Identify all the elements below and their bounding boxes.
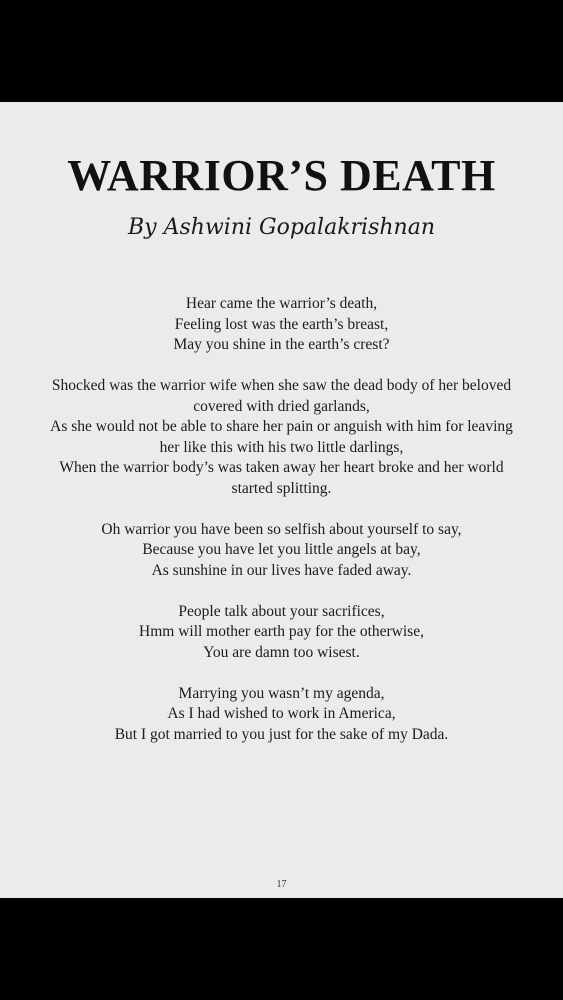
poem-line: You are damn too wisest.	[203, 643, 360, 661]
poem-line: People talk about your sacrifices,	[178, 602, 385, 620]
poem-line: Hmm will mother earth pay for the otherwise,	[139, 623, 424, 640]
author-byline: By Ashwini Gopalakrishnan	[128, 215, 435, 240]
poem-line: Shocked was the warrior wife when she saw the dead body of her beloved	[51, 377, 512, 394]
stanza-2	[20, 376, 543, 499]
stanza-4	[20, 602, 543, 664]
stanza-1	[20, 294, 543, 356]
poem-line: Oh warrior you have been so selfish about yourself to say,	[101, 520, 462, 538]
poem-line: started splitting.	[231, 479, 332, 497]
poem-line: When the warrior body’s was taken away her heart broke and her world	[59, 459, 504, 476]
poem-line: As she would not be able to share her pain or anguish with him for leaving	[50, 418, 513, 435]
poem-line: Because you have let you little angels at bay,	[142, 541, 421, 558]
poem-body	[20, 294, 543, 766]
poem-line: Hear came the warrior’s death,	[185, 295, 378, 312]
poem-line: covered with dried garlands,	[193, 397, 370, 415]
poem-line: Feeling lost was the earth’s breast,	[174, 315, 389, 333]
poem-line: her like this with his two little darlings,	[159, 438, 404, 456]
page-number: 17	[276, 879, 287, 890]
poem-line: As I had wished to work in America,	[167, 705, 396, 722]
poem-line: Marrying you wasn’t my agenda,	[178, 684, 385, 702]
stanza-5	[20, 684, 543, 746]
poem-line: May you shine in the earth’s crest?	[173, 336, 390, 353]
poem-title: WARRIOR’S DEATH	[67, 151, 496, 200]
stanza-3	[20, 520, 543, 582]
poem-line: But I got married to you just for the sake of my Dada.	[114, 725, 449, 743]
poem-line: As sunshine in our lives have faded away.	[151, 561, 412, 579]
document-page	[0, 102, 563, 898]
